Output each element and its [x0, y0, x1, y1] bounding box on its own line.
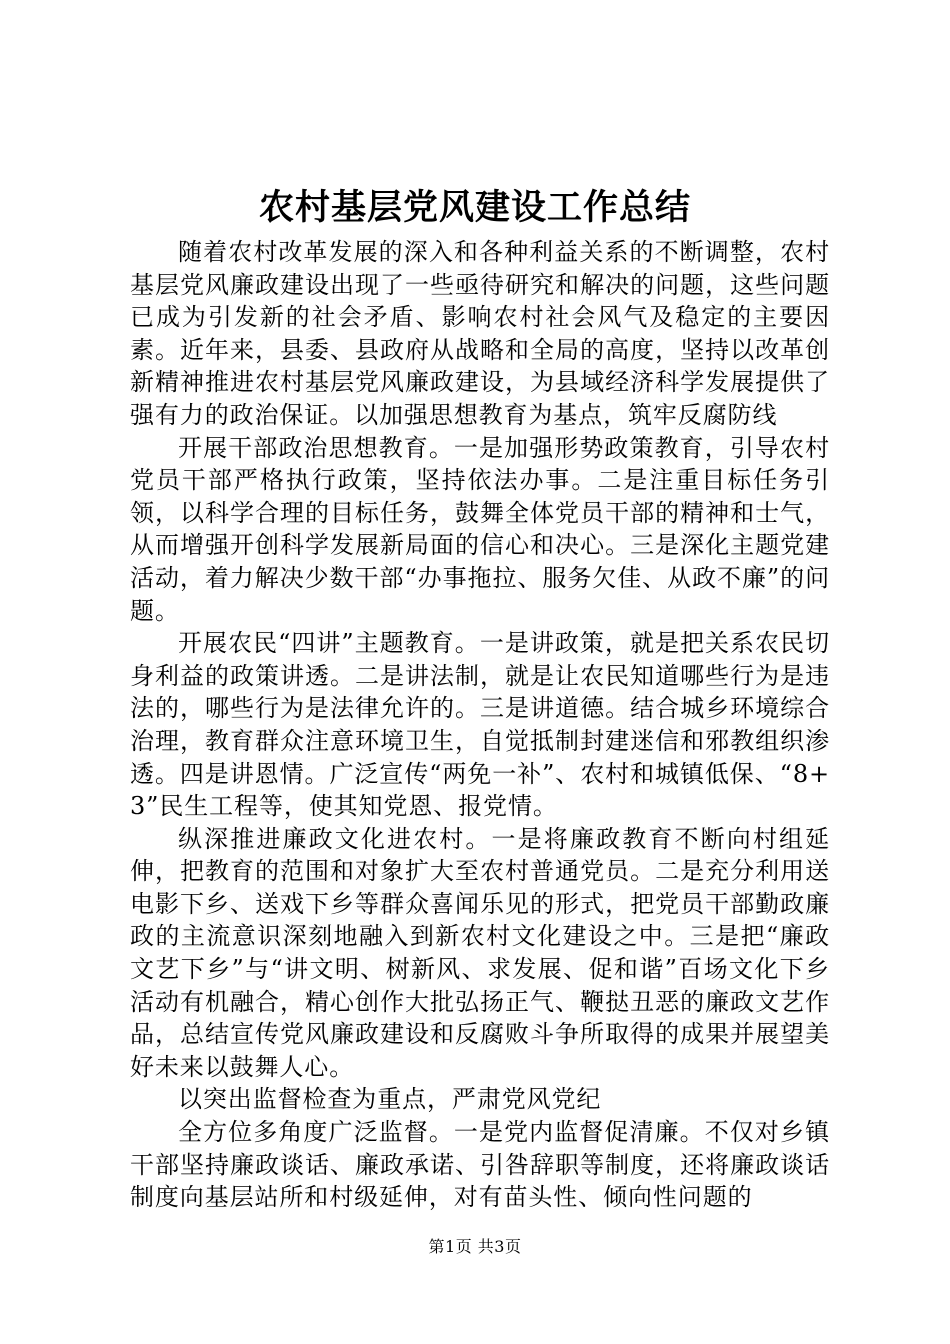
document-body [130, 236, 830, 1214]
section-heading-supervision: 以突出监督检查为重点，严肃党风党纪 [178, 1085, 602, 1114]
document-title: 农村基层党风建设工作总结 [258, 187, 691, 228]
paragraph-supervision: 全方位多角度广泛监督。一是党内监督促清廉。不仅对乡镇干部坚持廉政谈话、廉政承诺、引咎辞职等制度，还将廉政谈话制度向基层站所和村级延伸，对有苗头性、倾向性问题的 [130, 1118, 830, 1212]
paragraph-farmer-education: 开展农民“四讲”主题教育。一是讲政策，就是把关系农民切身利益的政策讲透。二是讲法制，就是让农民知道哪些行为是违法的，哪些行为是法律允许的。三是讲道德。结合城乡环境综合治理，教育群众注意环境卫生，自觉抵制封建迷信和邪教组织渗透。四是讲恩情。广泛宣传“两免一补”、农村和城镇低保、“8+3”民生工程等，使其知党恩、报党情。 [130, 629, 830, 821]
paragraph-cadre-education: 开展干部政治思想教育。一是加强形势政策教育，引导农村党员干部严格执行政策，坚持依法办事。二是注重目标任务引领，以科学合理的目标任务，鼓舞全体党员干部的精神和士气，从而增强开创科学发展新局面的信心和决心。三是深化主题党建活动，着力解决少数干部“办事拖拉、服务欠佳、从政不廉”的问题。 [130, 433, 830, 625]
page-footer: 第1页 共3页 [428, 1237, 522, 1256]
paragraph-intro: 随着农村改革发展的深入和各种利益关系的不断调整，农村基层党风廉政建设出现了一些亟待研究和解决的问题，这些问题已成为引发新的社会矛盾、影响农村社会风气及稳定的主要因素。近年来，县委、县政府从战略和全局的高度，坚持以改革创新精神推进农村基层党风廉政建设，为县域经济科学发展提供了强有力的政治保证。以加强思想教育为基点，筑牢反腐防线 [130, 238, 830, 429]
paragraph-integrity-culture: 纵深推进廉政文化进农村。一是将廉政教育不断向村组延伸，把教育的范围和对象扩大至农村普通党员。二是充分利用送电影下乡、送戏下乡等群众喜闻乐见的形式，把党员干部勤政廉政的主流意识深刻地融入到新农村文化建设之中。三是把“廉政文艺下乡”与“讲文明、树新风、求发展、促和谐”百场文化下乡活动有机融合，精心创作大批弘扬正气、鞭挞丑恶的廉政文艺作品，总结宣传党风廉政建设和反腐败斗争所取得的成果并展望美好未来以鼓舞人心。 [130, 824, 830, 1081]
